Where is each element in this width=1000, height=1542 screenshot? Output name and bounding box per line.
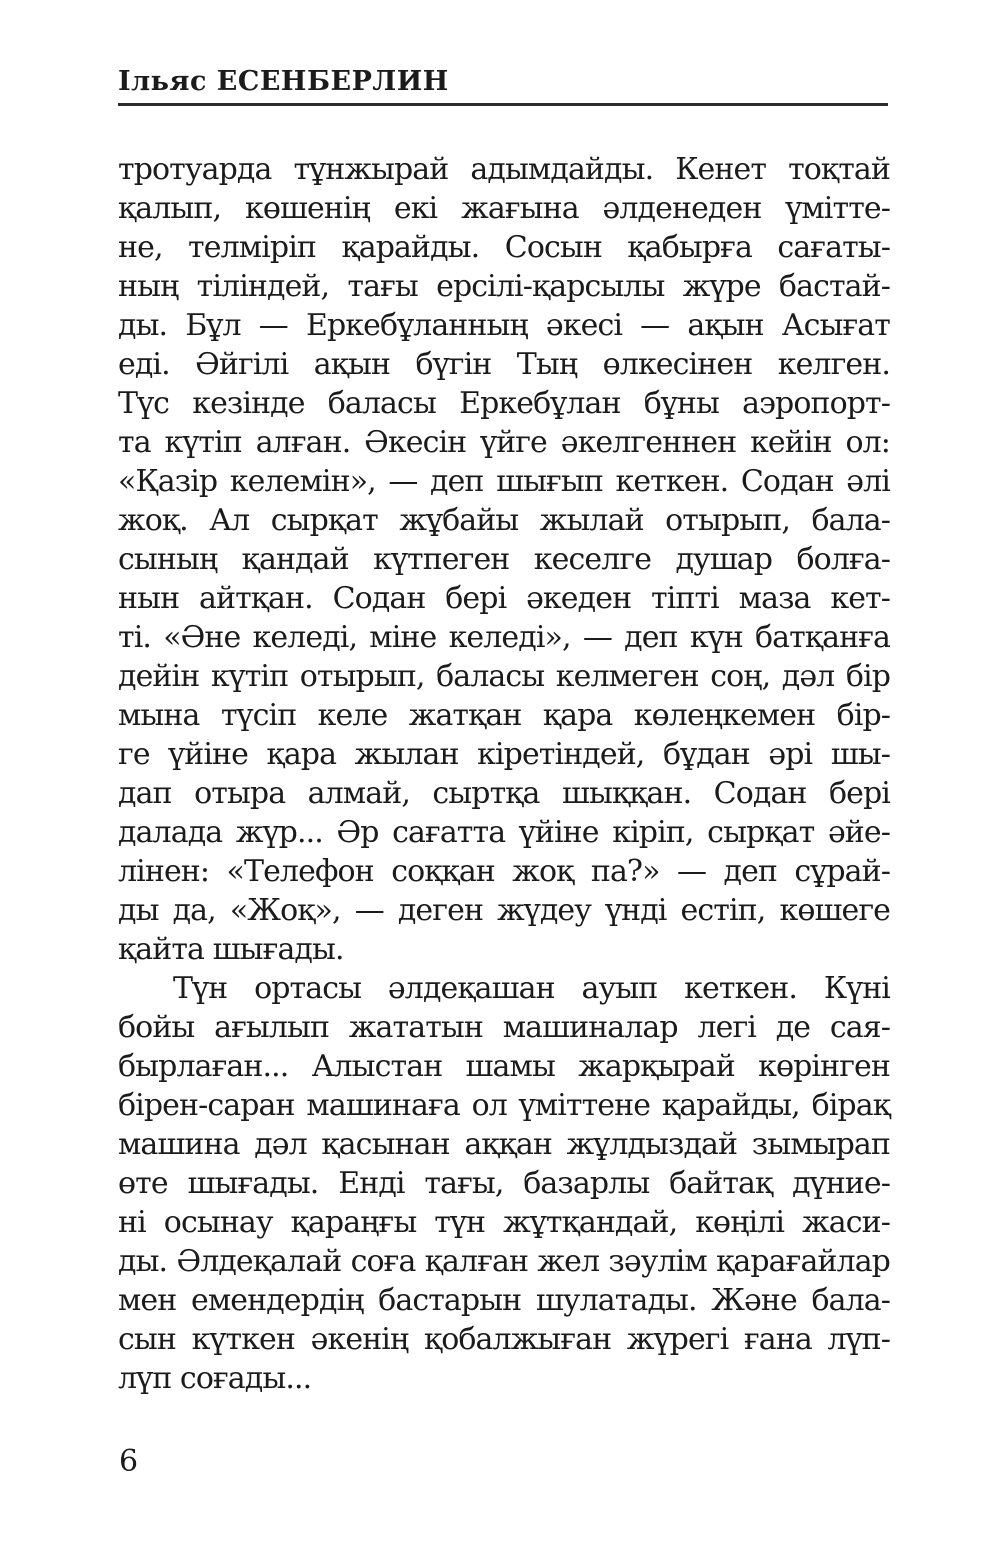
text-line: мына түсіп келе жатқан қара көлеңкемен бір- xyxy=(118,698,890,733)
text-line: та күтіп алған. Әкесін үйге әкелгеннен кейін ол: xyxy=(118,425,890,460)
text-line: жоқ. Ал сырқат жұбайы жылай отырып, бала- xyxy=(118,503,890,538)
text-line: еді. Әйгілі ақын бүгін Тың өлкесінен келген. xyxy=(118,347,890,382)
author-name: Ільяс ЕСЕНБЕРЛИН xyxy=(118,66,449,97)
text-line: ге үйіне қара жылан кіретіндей, бұдан әрі шы- xyxy=(118,737,890,772)
paragraph xyxy=(118,969,890,1398)
text-line: нын айтқан. Содан бері әкеден тіпті маза кет- xyxy=(118,581,890,616)
text-line: мен емендердің бастарын шулатады. Және бала- xyxy=(118,1283,890,1318)
text-line: ні осынау қараңғы түн жұтқандай, көңілі жаси- xyxy=(118,1205,890,1240)
header-rule xyxy=(118,103,888,106)
page-number: 6 xyxy=(119,1444,139,1479)
paragraph xyxy=(118,150,890,969)
text-line: бырлаған... Алыстан шамы жарқырай көрінген xyxy=(118,1049,890,1084)
text-line: дап отыра алмай, сыртқа шыққан. Содан бері xyxy=(118,776,890,811)
text-line: машина дәл қасынан аққан жұлдыздай зымырап xyxy=(118,1127,890,1162)
text-line: далада жүр... Әр сағатта үйіне кіріп, сырқат әйе- xyxy=(118,815,890,850)
text-line: ды. Бұл — Еркебұланның әкесі — ақын Асығат xyxy=(118,308,890,343)
text-line: өте шығады. Енді тағы, базарлы байтақ дүние- xyxy=(118,1166,890,1201)
text-line: сының қандай күтпеген кеселге душар болға- xyxy=(118,542,890,577)
text-line: ды. Әлдеқалай соға қалған жел зәулім қарағайлар xyxy=(118,1244,890,1279)
text-line: бойы ағылып жататын машиналар легі де сая- xyxy=(118,1010,890,1045)
text-line: ті. «Әне келеді, міне келеді», — деп күн батқанға xyxy=(118,620,890,655)
text-line: сын күткен әкенің қобалжыған жүрегі ғана лүп- xyxy=(118,1322,890,1357)
text-line: бірен-саран машинаға ол үміттене қарайды, бірақ xyxy=(118,1088,890,1123)
text-line: тротуарда тұнжырай адымдайды. Кенет тоқтай xyxy=(118,152,890,187)
text-line: Түн ортасы әлдеқашан ауып кеткен. Күні xyxy=(173,971,890,1006)
text-line: не, телміріп қарайды. Сосын қабырға сағаты- xyxy=(118,230,890,265)
text-line: қалып, көшенің екі жағына әлденеден үмітте- xyxy=(118,191,890,226)
text-body xyxy=(118,150,890,1398)
running-header xyxy=(118,66,888,106)
text-line: дейін күтіп отырып, баласы келмеген соң, дәл бір xyxy=(118,659,890,694)
text-line: Түс кезінде баласы Еркебұлан бұны аэропорт- xyxy=(118,386,890,421)
text-line: «Қазір келемін», — деп шығып кеткен. Содан әлі xyxy=(118,464,890,499)
text-line: лүп соғады... xyxy=(118,1361,312,1396)
text-line: ның тіліндей, тағы ерсілі-қарсылы жүре бастай- xyxy=(118,269,890,304)
text-line: қайта шығады. xyxy=(118,932,344,967)
text-line: лінен: «Телефон соққан жоқ па?» — деп сұрай- xyxy=(118,854,890,889)
text-line: ды да, «Жоқ», — деген жүдеу үнді естіп, көшеге xyxy=(118,893,890,928)
